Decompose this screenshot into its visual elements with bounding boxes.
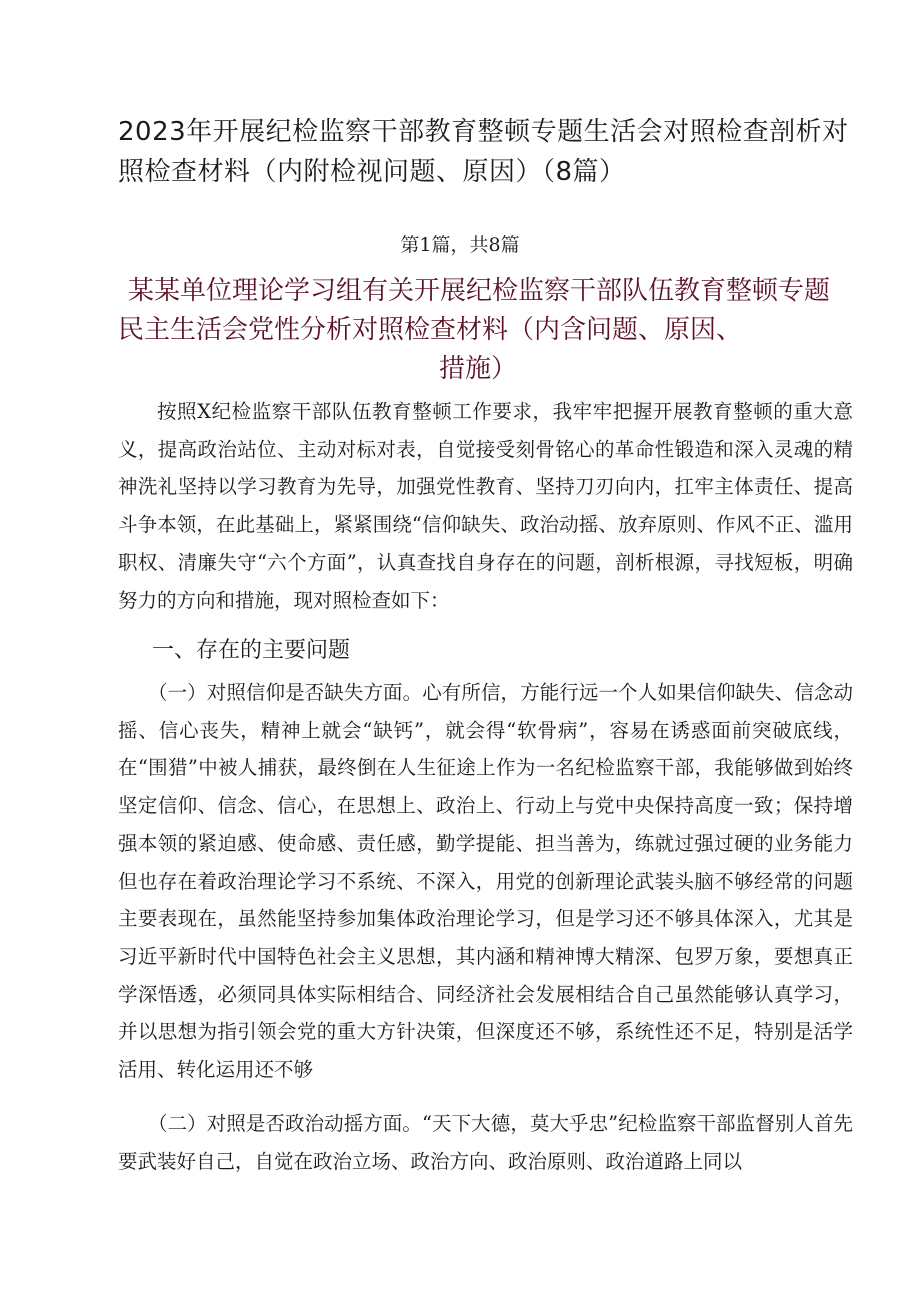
subtitle-line-2: 民主生活会党性分析对照检查材料（内含问题、原因、 (118, 315, 743, 345)
document-title: 2023年开展纪检监察干部教育整顿专题生活会对照检查剖析对照检查材料（内附检视问题、原因）（8篇） (118, 117, 849, 187)
section-subtitle (118, 272, 858, 389)
item-paragraph-1: （一）对照信仰是否缺失方面。心有所信，方能行远一个人如果信仰缺失、信念动摇、信心丧失，精神上就会“缺钙”，就会得“软骨病”，容易在诱惑面前突破底线，在“围猎”中被人捕获，最终倒在人生征途上作为一名纪检监察干部，我能够做到始终坚定信仰、信念、信心，在思想上、政治上、行动上与党中央保持高度一致；保持增强本领的紧迫感、使命感、责任感，勤学提能、担当善为，练就过强过硬的业务能力但也存在着政治理论学习不系统、不深入，用党的创新理论武装头脑不够经常的问题主要表现在，虽然能坚持参加集体政治理论学习，但是学习还不够具体深入，尤其是习近平新时代中国特色社会主义思想，其内涵和精神博大精深、包罗万象，要想真正学深悟透，必须同具体实际相结合、同经济社会发展相结合自己虽然能够认真学习，并以思想为指引领会党的重大方针决策，但深度还不够，系统性还不足，特别是活学活用、转化运用还不够 (118, 681, 853, 1082)
item-paragraph-2: （二）对照是否政治动摇方面。“天下大德，莫大乎忠”纪检监察干部监督别人首先要武装好自己，自觉在政治立场、政治方向、政治原则、政治道路上同以 (118, 1112, 853, 1173)
subtitle-line-3: 措施） (438, 354, 517, 384)
intro-paragraph: 按照X纪检监察干部队伍教育整顿工作要求，我牢牢把握开展教育整顿的重大意义，提高政治站位、主动对标对表，自觉接受刻骨铭心的革命性锻造和深入灵魂的精神洗礼坚持以学习教育为先导，加强党性教育、坚持刀刃向内，扛牢主体责任、提高斗争本领，在此基础上，紧紧围绕“信仰缺失、政治动摇、放弃原则、作风不正、滥用职权、清廉失守“六个方面”，认真查找自身存在的问题，剖析根源，寻找短板，明确努力的方向和措施，现对照检查如下： (118, 400, 853, 612)
part-indicator: 第1篇，共8篇 (400, 234, 520, 256)
subtitle-line-1: 某某单位理论学习组有关开展纪检监察干部队伍教育整顿专题 (128, 276, 831, 306)
section-heading: 一、存在的主要问题 (152, 638, 351, 663)
